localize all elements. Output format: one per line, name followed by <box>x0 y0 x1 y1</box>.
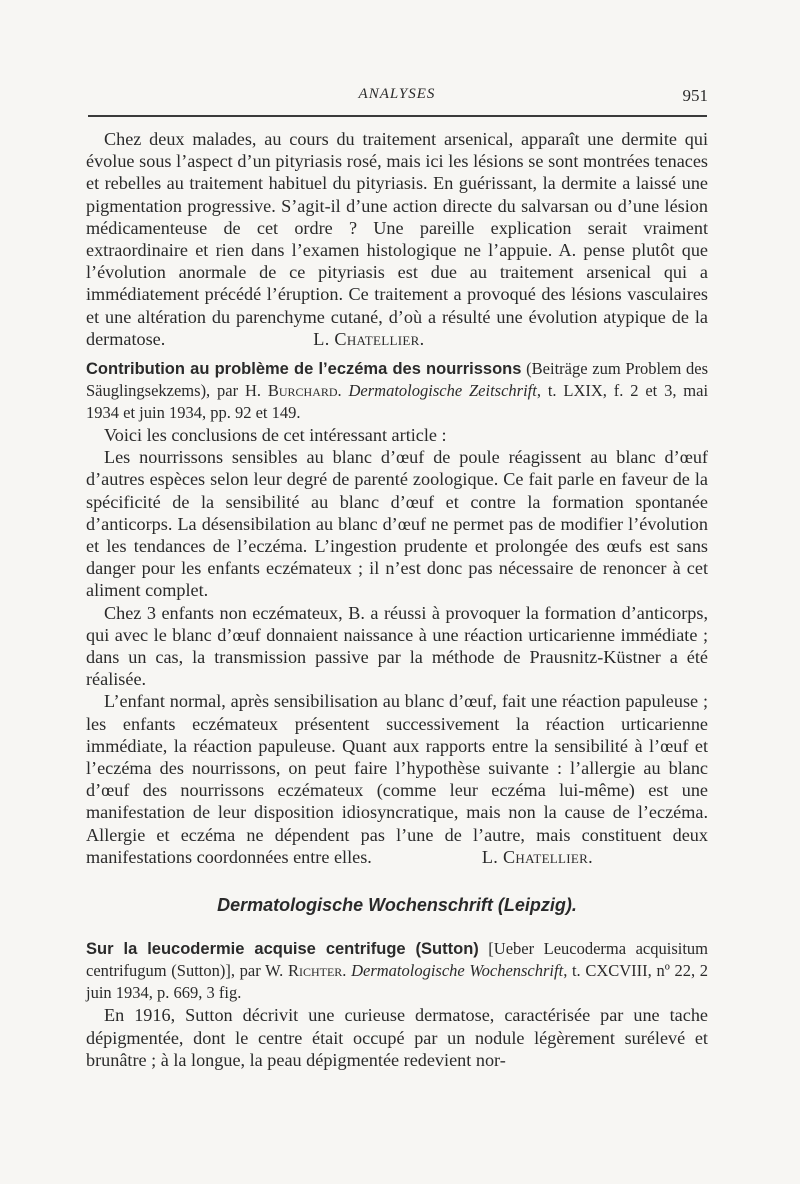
signature <box>464 846 593 868</box>
signature <box>295 328 424 350</box>
paragraph-arsenical-dermatitis <box>86 128 708 350</box>
reference-sep: . <box>337 381 349 401</box>
reference-suffix: , t. CXCVIII, nº 22, 2 juin 1934, p. 669, 3 fig. <box>86 961 709 1003</box>
reference-prefix: [Ueber Leucoderma acquisitum centrifugum (Sutton)], par W. <box>86 939 708 981</box>
paragraph-egg-sensitivity: Les nourrissons sensibles au blanc d’œuf de poule réagissent au blanc d’œuf d’autres espèces selon leur degré de parenté zoologique. Ce fait parle en faveur de la spécificité de la sensibilité au blanc d’œuf et contre la formation spontanée d’anticorps. La désensibilation au blanc d’œuf ne permet pas de modifier l’évolution et les tendances de l’eczéma. L’ingestion prudente et prolongée des œufs est sans danger pour les enfants eczémateux ; il n’est donc pas nécessaire de renoncer à cet aliment complet. <box>86 447 708 601</box>
article-title: Contribution au problème de l’eczéma des nourrissons <box>86 360 522 379</box>
signature-text: L. Chatellier. <box>313 328 425 349</box>
paragraph-antibodies: Chez 3 enfants non eczémateux, B. a réussi à provoquer la formation d’anticorps, qui avec le blanc d’œuf donnaient naissance à une réaction urticarienne immédiate ; dans un cas, la transmission passive par la méthode de Prausnitz-Küstner a été réalisée. <box>86 602 708 690</box>
header-rule <box>88 115 707 117</box>
author-name: Burchard <box>267 381 338 401</box>
reference-suffix: , t. LXIX, f. 2 et 3, mai 1934 et juin 1934, pp. 92 et 149. <box>86 381 709 423</box>
section-title-journal: Dermatologische Wochenschrift (Leipzig). <box>217 895 577 916</box>
paragraph-text: L’enfant normal, après sensibilisation au blanc d’œuf, fait une réaction papuleuse ; les enfants eczémateux présentent successivement la réaction urticarienne immédiate, la réaction papuleuse. Quant aux rapports entre la sensibilité à l’œuf et l’eczéma des nourrissons, on peut faire l’hypothèse suivante : l’allergie au blanc d’œuf des nourrissons eczémateux (comme leur eczéma lui-même) est une manifestation de leur disposition idiosyncratique, mais non la cause de l’eczéma. Allergie et eczéma ne dépendent pas l’une de l’autre, mais constituent deux manifestations coordonnées entre elles. <box>86 691 708 867</box>
journal-name: Dermatologische Zeitschrift <box>348 381 537 401</box>
journal-name: Dermatologische Wochenschrift <box>351 961 564 981</box>
paragraph-normal-child <box>86 690 708 868</box>
reference-prefix: (Beiträge zum Problem des Säuglingsekzems), par H. <box>86 359 709 401</box>
paragraph-conclusions-intro: Voici les conclusions de cet intéressant article : <box>104 425 447 446</box>
article-heading-leucodermie <box>86 938 708 1004</box>
paragraph-text: Chez deux malades, au cours du traitement arsenical, apparaît une dermite qui évolue sous l’aspect d’un pityriasis rosé, mais ici les lésions se sont montrées tenaces et rebelles au traitement habituel du pityriasis. En guérissant, la dermite a laissé une pigmentation progressive. S’agit-il d’une action directe du salvarsan ou d’une lésion médicamenteuse de cet ordre ? Une pareille explication serait vraiment extraordinaire et rien dans l’examen histologique ne l’appuie. A. pense plutôt que l’évolution anormale de ce pityriasis est due au traitement arsenical qui a immédiatement précédé l’éruption. Ce traitement a provoqué des lésions vasculaires et une altération du parenchyme cutané, d’où a résulté une évolution atypique de la dermatose. <box>86 129 708 349</box>
running-title: ANALYSES <box>358 86 436 102</box>
article-heading-eczema <box>86 358 708 424</box>
signature-text: L. Chatellier. <box>481 846 593 867</box>
author-name: Richter <box>287 961 343 981</box>
running-head <box>86 86 708 110</box>
paragraph-sutton-1916: En 1916, Sutton décrivit une curieuse dermatose, caractérisée par une tache dépigmentée, dont le centre était occupé par un nodule légèrement surélevé et brunâtre ; à la longue, la peau dépigmentée redevient nor- <box>86 1005 708 1070</box>
reference-sep: . <box>342 961 352 981</box>
article-title: Sur la leucodermie acquise centrifuge (Sutton) <box>86 940 479 959</box>
page-body <box>86 128 708 1071</box>
page-number: 951 <box>682 86 708 105</box>
